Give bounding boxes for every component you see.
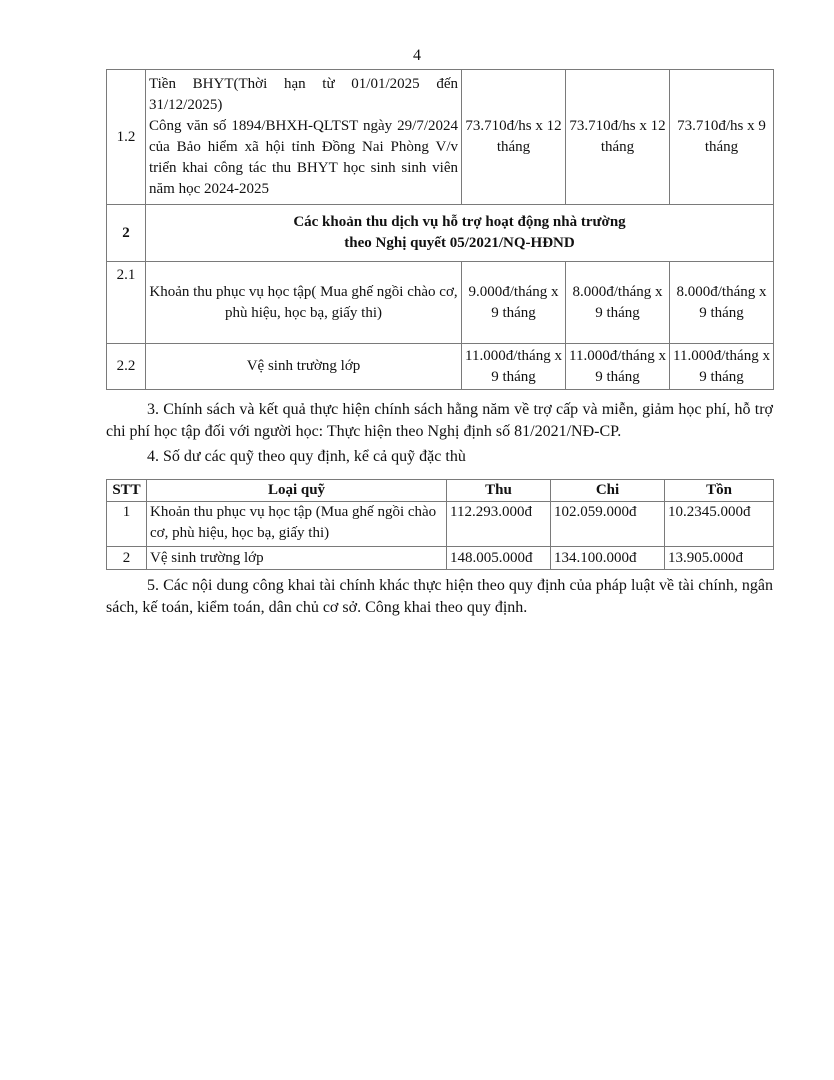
table-row xyxy=(107,262,774,344)
fund-balance-table xyxy=(106,479,774,570)
header-thu: Thu xyxy=(447,480,551,502)
value-cell: 73.710đ/hs x 9 tháng xyxy=(670,70,774,205)
value-cell: 8.000đ/tháng x 9 tháng xyxy=(566,262,670,344)
table-row xyxy=(107,502,774,547)
row-fund-name: Vệ sinh trường lớp xyxy=(147,547,447,570)
value-cell: 11.000đ/tháng x 9 tháng xyxy=(566,344,670,390)
row-stt: 2.1 xyxy=(107,262,146,344)
row-thu: 112.293.000đ xyxy=(447,502,551,547)
value-cell: 9.000đ/tháng x 9 tháng xyxy=(462,262,566,344)
row-fund-name: Khoản thu phục vụ học tập (Mua ghế ngồi chào cơ, phù hiệu, học bạ, giấy thi) xyxy=(147,502,447,547)
section-5-paragraph: 5. Các nội dung công khai tài chính khác thực hiện theo quy định của pháp luật về tài chính, ngân sách, kế toán, kiểm toán, dân chủ cơ sở. Công khai theo quy định. xyxy=(106,577,773,616)
content-line: Công văn số 1894/BHXH-QLTST ngày 29/7/2024 của Bảo hiểm xã hội tỉnh Đồng Nai Phòng V/v triển khai công tác thu BHYT học sinh sinh viên năm học 2024-2025 xyxy=(149,118,458,197)
row-stt: 2.2 xyxy=(107,344,146,390)
section-3-paragraph: 3. Chính sách và kết quả thực hiện chính sách hằng năm về trợ cấp và miễn, giảm học phí, hỗ trợ chi phí học tập đối với người học: Thực hiện theo Nghị định số 81/2021/NĐ-CP. xyxy=(106,401,773,440)
row-chi: 102.059.000đ xyxy=(551,502,665,547)
content-line: Tiền BHYT(Thời hạn từ 01/01/2025 đến 31/12/2025) xyxy=(149,76,458,113)
row-stt: 1.2 xyxy=(107,70,146,205)
value-cell: 8.000đ/tháng x 9 tháng xyxy=(670,262,774,344)
row-stt: 2 xyxy=(107,205,146,262)
header-fund-type: Loại quỹ xyxy=(147,480,447,502)
row-content: Khoản thu phục vụ học tập( Mua ghế ngồi chào cơ, phù hiệu, học bạ, giấy thi) xyxy=(146,262,462,344)
row-content xyxy=(146,70,462,205)
section-4-heading: 4. Số dư các quỹ theo quy định, kể cả quỹ đặc thù xyxy=(147,448,466,465)
table-row xyxy=(107,344,774,390)
header-stt: STT xyxy=(107,480,147,502)
table-row xyxy=(107,205,774,262)
row-thu: 148.005.000đ xyxy=(447,547,551,570)
section-heading xyxy=(146,205,774,262)
page-number: 4 xyxy=(413,47,421,64)
table-row xyxy=(107,70,774,205)
value-cell: 11.000đ/tháng x 9 tháng xyxy=(462,344,566,390)
row-stt: 2 xyxy=(107,547,147,570)
value-cell: 11.000đ/tháng x 9 tháng xyxy=(670,344,774,390)
value-cell: 73.710đ/hs x 12 tháng xyxy=(566,70,670,205)
value-cell: 73.710đ/hs x 12 tháng xyxy=(462,70,566,205)
fee-table xyxy=(106,69,774,390)
table-row xyxy=(107,547,774,570)
row-stt: 1 xyxy=(107,502,147,547)
row-content: Vệ sinh trường lớp xyxy=(146,344,462,390)
table-header-row xyxy=(107,480,774,502)
row-ton: 13.905.000đ xyxy=(665,547,774,570)
heading-line: theo Nghị quyết 05/2021/NQ-HĐND xyxy=(344,235,575,251)
heading-line: Các khoản thu dịch vụ hỗ trợ hoạt động nhà trường xyxy=(293,214,626,230)
row-chi: 134.100.000đ xyxy=(551,547,665,570)
header-ton: Tồn xyxy=(665,480,774,502)
header-chi: Chi xyxy=(551,480,665,502)
row-ton: 10.2345.000đ xyxy=(665,502,774,547)
